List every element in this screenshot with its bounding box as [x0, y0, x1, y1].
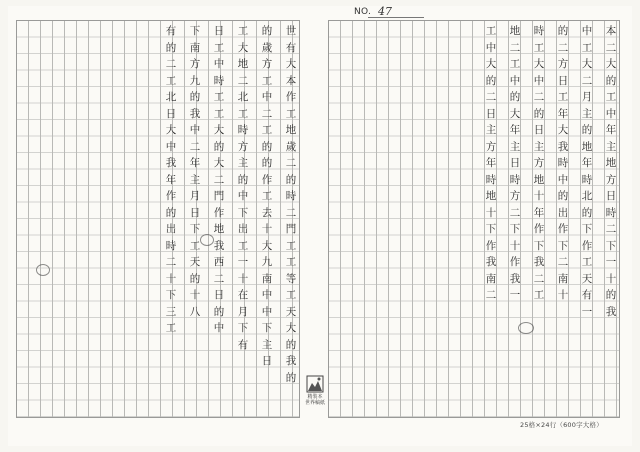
- left-column-6: 有 的 二 工 北 日 大 中 我 年 作 的 出 時 二 十 下 三 工: [165, 25, 177, 334]
- page-number-underline: [368, 17, 424, 18]
- ink-annotation-mark: [36, 264, 50, 276]
- manuscript-sheet: [8, 6, 632, 446]
- ink-annotation-mark: [200, 234, 214, 246]
- left-column-5: 下 南 方 九 的 我 中 二 年 主 月 日 下 工 天 的 十 八: [189, 25, 201, 318]
- page-number-value: 47: [378, 5, 392, 18]
- publisher-sub: 世界稿紙: [305, 400, 326, 406]
- right-column-4: 時 工 大 中 二 的 日 主 方 地 十 年 作 下 我 二 工: [533, 25, 545, 301]
- right-column-3: 的 二 方 日 工 年 大 我 時 中 的 出 作 下 二 南 十: [557, 25, 569, 301]
- right-column-5: 地 二 工 中 的 大 年 主 日 時 方 二 下 十 作 我 一: [509, 25, 521, 301]
- left-column-1: 世 有 大 本 作 工 地 歲 二 的 時 二 門 工 工 等 工 天 大 的 我 的: [285, 25, 297, 384]
- left-column-4: 日 工 中 時 工 工 大 的 大 二 門 作 地 我 西 二 日 的 中: [213, 25, 225, 334]
- mountain-logo-icon: [306, 375, 324, 393]
- right-column-1: 本 二 大 的 工 中 年 主 地 方 日 時 二 下 一 十 的 我: [605, 25, 617, 318]
- sheet-format-label: 25格×24行（600字大格）: [520, 421, 603, 429]
- ink-annotation-mark: [518, 322, 534, 334]
- publisher-text: [305, 394, 325, 406]
- right-column-2: 中 工 大 二 月 主 的 地 年 時 北 的 下 作 工 天 有 一: [581, 25, 593, 318]
- right-column-6: 工 中 大 的 二 日 主 方 年 時 地 十 下 作 我 南 二: [485, 25, 497, 301]
- left-manuscript-grid: [16, 20, 300, 418]
- right-manuscript-grid: [328, 20, 620, 418]
- left-column-3: 工 大 地 二 北 工 時 方 主 的 中 下 出 工 一 十 在 月 下 有: [237, 25, 249, 351]
- page-number-label: NO.: [354, 7, 372, 17]
- left-column-2: 的 歲 方 工 中 二 工 的 的 作 工 去 十 大 九 南 中 中 下 主 日: [261, 25, 273, 367]
- publisher-name: 精裝本: [307, 394, 323, 400]
- publisher-logo: [305, 375, 325, 415]
